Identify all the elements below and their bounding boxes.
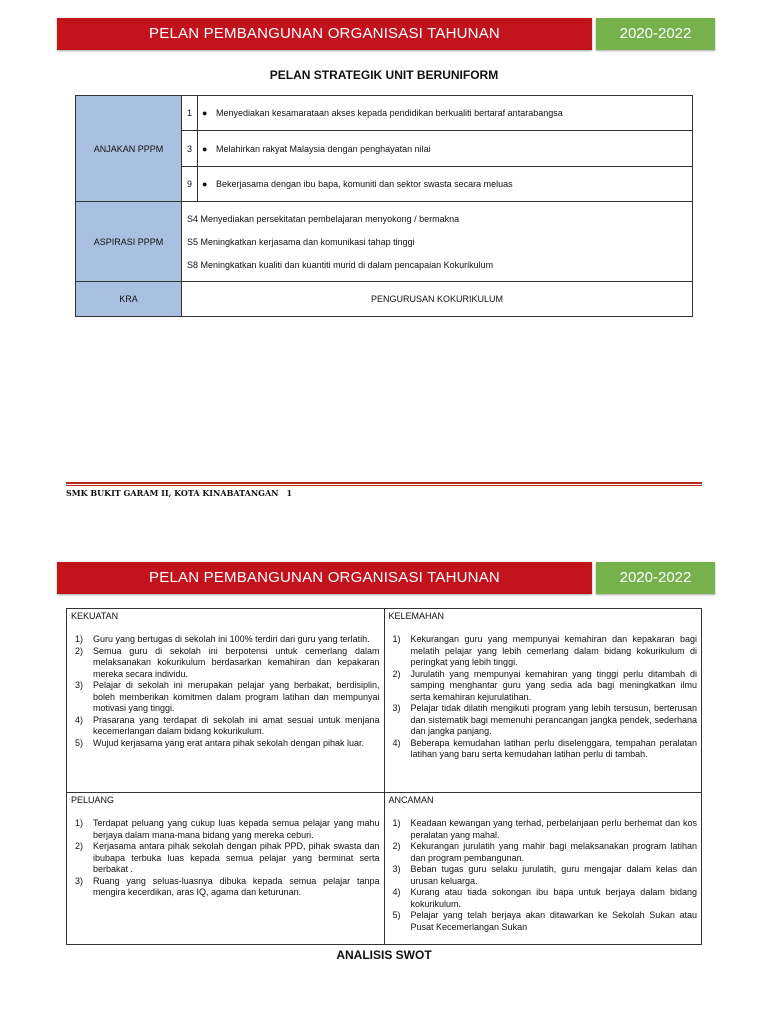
list-item xyxy=(389,738,698,761)
item-number: 5) xyxy=(75,737,84,748)
kra-value: PENGURUSAN KOKURIKULUM xyxy=(182,282,693,317)
page-banner xyxy=(57,18,715,50)
item-number: 3) xyxy=(392,703,401,713)
anjakan-text: Bekerjasama dengan ibu bapa, komuniti dan sektor swasta secara meluas xyxy=(216,179,513,189)
item-text: Jurulatih yang mempunyai kemahiran yang tinggi perlu ditambah di samping menghantar guru yang sedia ada bagi meningkatkan ilmu serta kemahiran kejurulatihan. xyxy=(410,668,697,702)
peluang-list xyxy=(71,818,380,899)
table-row xyxy=(76,282,693,317)
aspirasi-item: S8 Meningkatkan kualiti dan kuantiti murid di dalam pencapaian Kokurikulum xyxy=(187,259,494,270)
list-item xyxy=(71,634,380,646)
item-text: Beberapa kemudahan latihan perlu diselenggara, tempahan peralatan latihan yang baru serta kemudahan latihan perlu di tambah. xyxy=(410,737,697,759)
list-item xyxy=(389,910,698,933)
footer-divider xyxy=(66,485,702,486)
item-number: 2) xyxy=(75,645,84,656)
banner-years: 2020-2022 xyxy=(596,18,715,50)
item-text: Beban tugas guru selaku jurulatih, guru mengajar dalam kelas dan urusan keluarga. xyxy=(410,864,697,886)
footer-divider xyxy=(66,482,702,484)
strategic-plan-table xyxy=(75,95,693,317)
ancaman-list xyxy=(389,818,698,933)
footer-page-number: 1 xyxy=(286,488,293,498)
swot-kelemahan xyxy=(384,609,702,793)
banner-title: PELAN PEMBANGUNAN ORGANISASI TAHUNAN xyxy=(57,562,592,594)
item-text: Prasarana yang terdapat di sekolah ini amat sesuai untuk menjana kecemerlangan dalam bidang kokurikulum. xyxy=(93,714,380,736)
anjakan-item xyxy=(198,131,693,167)
list-item xyxy=(389,864,698,887)
item-text: Kurang atau tiada sokongan ibu bapa untuk berjaya dalam bidang kokurikulum. xyxy=(410,887,697,909)
item-text: Keadaan kewangan yang terhad, perbelanjaan perlu berhemat dan kos peralatan yang mahal. xyxy=(410,818,697,840)
swot-ancaman xyxy=(384,793,702,945)
item-number: 2) xyxy=(392,841,401,851)
item-number: 1) xyxy=(75,634,84,644)
item-text: Guru yang bertugas di sekolah ini 100% terdiri dari guru yang terlatih. xyxy=(93,634,370,644)
list-item xyxy=(389,887,698,910)
table-row xyxy=(76,96,693,131)
item-number: 1) xyxy=(392,634,401,644)
item-number: 5) xyxy=(392,910,401,920)
list-item xyxy=(389,634,698,669)
banner-years: 2020-2022 xyxy=(596,562,715,594)
item-text: Terdapat peluang yang cukup luas kepada semua pelajar yang mahu berjaya dalam mana-mana bidang yang mereka ceburi. xyxy=(93,818,380,840)
kekuatan-list xyxy=(71,634,380,749)
anjakan-text: Menyediakan kesamarataan akses kepada pendidikan berkualiti bertaraf antarabangsa xyxy=(216,108,563,118)
page-banner xyxy=(57,562,715,594)
swot-heading: PELUANG xyxy=(71,795,115,805)
strategic-plan-title: PELAN STRATEGIK UNIT BERUNIFORM xyxy=(269,68,499,82)
item-text: Pelajar tidak dilatih mengikuti program yang lebih tersusun, berterusan dan sistematik bagi memenuhi perancangan jangka pendek, sederhana dan jangka panjang. xyxy=(410,703,697,736)
item-number: 2) xyxy=(392,668,401,679)
bullet-icon: ● xyxy=(202,143,208,154)
item-number: 3) xyxy=(75,875,84,886)
kra-label: KRA xyxy=(76,282,182,317)
swot-table xyxy=(66,608,702,945)
anjakan-label: ANJAKAN PPPM xyxy=(76,96,182,202)
table-row xyxy=(67,609,702,793)
list-item xyxy=(389,841,698,864)
aspirasi-item: S5 Meningkatkan kerjasama dan komunikasi tahap tinggi xyxy=(187,236,415,247)
bullet-icon: ● xyxy=(202,108,208,118)
list-item xyxy=(389,818,698,841)
item-number: 3) xyxy=(75,680,84,690)
item-text: Kekurangan jurulatih yang mahir bagi melaksanakan program latihan dan program pembangunan. xyxy=(410,841,697,863)
item-text: Pelajar di sekolah ini merupakan pelajar yang berbakat, berdisiplin, boleh memberikan komitmen dalam program latihan dan mempunyai motivasi yang tinggi. xyxy=(93,680,380,713)
item-number: 3) xyxy=(392,864,401,874)
item-text: Kekurangan guru yang mempunyai kemahiran dan kepakaran bagi melatih pelajar yang lebih cemerlang dalam bidang kokurikulum di peringkat yang lebih tinggi. xyxy=(410,634,697,667)
anjakan-number: 3 xyxy=(182,131,198,167)
list-item xyxy=(71,818,380,841)
table-row xyxy=(76,202,693,282)
aspirasi-label: ASPIRASI PPPM xyxy=(76,202,182,282)
aspirasi-list xyxy=(182,202,693,282)
item-text: Pelajar yang telah berjaya akan ditawarkan ke Sekolah Sukan atau Pusat Kecemerlangan Sukan xyxy=(410,910,697,932)
anjakan-item xyxy=(198,96,693,131)
anjakan-text: Melahirkan rakyat Malaysia dengan penghayatan nilai xyxy=(216,143,431,154)
swot-heading: KEKUATAN xyxy=(71,611,119,621)
list-item xyxy=(71,876,380,899)
item-number: 4) xyxy=(392,737,401,748)
item-text: Wujud kerjasama yang erat antara pihak sekolah dengan pihak luar. xyxy=(93,737,365,748)
footer-school: SMK BUKIT GARAM II, KOTA KINABATANGAN xyxy=(66,488,279,498)
anjakan-number: 1 xyxy=(182,96,198,131)
item-number: 1) xyxy=(392,818,401,828)
swot-heading: KELEMAHAN xyxy=(388,611,445,621)
anjakan-number: 9 xyxy=(182,167,198,202)
item-number: 4) xyxy=(392,887,401,897)
swot-peluang xyxy=(67,793,385,945)
anjakan-item xyxy=(198,167,693,202)
swot-caption: ANALISIS SWOT xyxy=(336,948,432,962)
page-footer xyxy=(66,488,292,498)
item-number: 2) xyxy=(75,841,84,851)
list-item xyxy=(71,841,380,876)
item-text: Kerjasama antara pihak sekolah dengan pihak PPD, pihak swasta dan ibubapa terbuka luas kepada semua pelajar yang berminat serta berbakat . xyxy=(93,841,380,874)
bullet-icon: ● xyxy=(202,179,208,189)
item-number: 4) xyxy=(75,714,84,725)
list-item xyxy=(389,703,698,738)
item-text: Semua guru di sekolah ini berpotensi untuk cemerlang dalam melaksanakan kokurikulum berdasarkan kemahiran dan kepakaran mereka secara individu. xyxy=(93,645,380,679)
swot-kekuatan xyxy=(67,609,385,793)
list-item xyxy=(71,646,380,681)
item-text: Ruang yang seluas-luasnya dibuka kepada semua pelajar tanpa mengira kecerdikan, aras IQ, agama dan keturunan. xyxy=(93,875,380,897)
list-item xyxy=(71,680,380,715)
list-item xyxy=(71,738,380,750)
aspirasi-item: S4 Menyediakan persekitatan pembelajaran menyokong / bermakna xyxy=(187,213,460,224)
list-item xyxy=(71,715,380,738)
kelemahan-list xyxy=(389,634,698,761)
banner-title: PELAN PEMBANGUNAN ORGANISASI TAHUNAN xyxy=(57,18,592,50)
list-item xyxy=(389,669,698,704)
swot-heading: ANCAMAN xyxy=(388,795,434,805)
item-number: 1) xyxy=(75,818,84,828)
table-row xyxy=(67,793,702,945)
